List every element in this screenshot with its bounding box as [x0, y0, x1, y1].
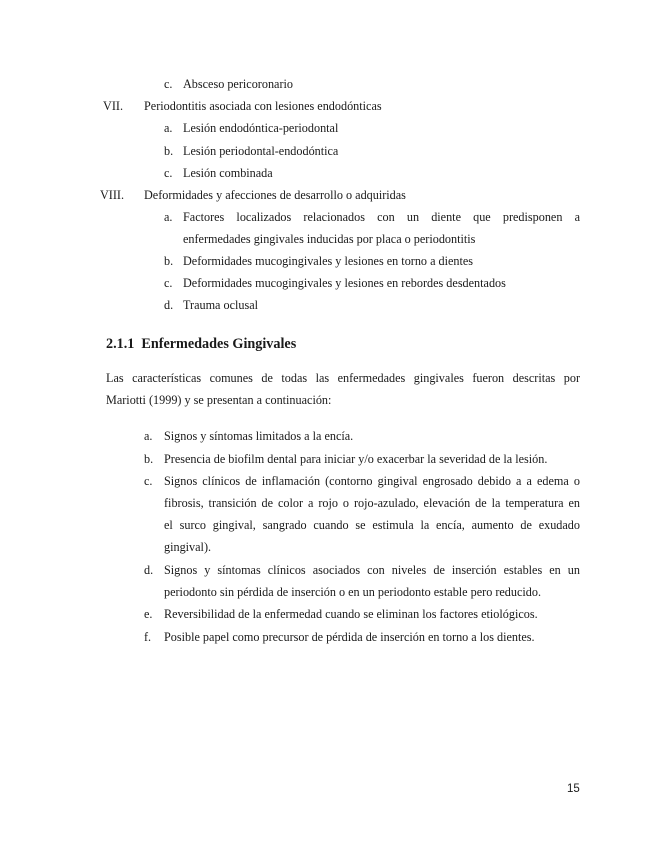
- list-item-text: Presencia de biofilm dental para iniciar y/o exacerbar la severidad de la lesión.: [164, 452, 548, 466]
- list-marker: b.: [164, 144, 174, 158]
- list-item-text-continued: fibrosis, transición de color a rojo o rojo-azulado, elevación de la temperatura en: [164, 496, 580, 510]
- list-marker: e.: [144, 607, 153, 621]
- list-marker: c.: [164, 276, 173, 290]
- list-item-text: Signos y síntomas limitados a la encía.: [164, 429, 354, 443]
- list-item-text: Signos y síntomas clínicos asociados con niveles de inserción estables en un: [164, 563, 580, 577]
- list-item-text: Posible papel como precursor de pérdida de inserción en torno a los dientes.: [164, 630, 535, 644]
- list-marker: a.: [164, 210, 173, 224]
- list-marker: b.: [164, 254, 174, 268]
- roman-numeral: VIII.: [99, 188, 124, 202]
- list-item-text: Absceso pericoronario: [183, 77, 293, 91]
- list-item-text: Lesión endodóntica-periodontal: [183, 121, 339, 135]
- roman-numeral: VII.: [103, 99, 123, 113]
- list-marker: d.: [144, 563, 154, 577]
- list-item-text: Lesión periodontal-endodóntica: [183, 144, 339, 158]
- list-item-text-continued: enfermedades gingivales inducidas por placa o periodontitis: [183, 232, 476, 246]
- list-marker: c.: [144, 474, 153, 488]
- list-item-text: Lesión combinada: [183, 166, 273, 180]
- list-item-text-continued: periodonto sin pérdida de inserción o en un periodonto estable pero reducido.: [164, 585, 542, 599]
- section-heading: [106, 335, 296, 353]
- outline-item-text: Deformidades y afecciones de desarrollo o adquiridas: [144, 188, 406, 202]
- list-marker: b.: [144, 452, 154, 466]
- list-item-text: Trauma oclusal: [183, 298, 259, 312]
- section-number: 2.1.1: [106, 336, 135, 352]
- list-marker: a.: [144, 429, 153, 443]
- list-item-text-continued: gingival).: [164, 540, 212, 554]
- list-marker: f.: [144, 630, 152, 644]
- list-item-text: Signos clínicos de inflamación (contorno gingival engrosado debido a a edema o: [164, 474, 580, 488]
- list-marker: d.: [164, 298, 174, 312]
- list-marker: c.: [164, 166, 173, 180]
- list-item-text: Factores localizados relacionados con un diente que predisponen a: [183, 210, 580, 224]
- list-item-text: Reversibilidad de la enfermedad cuando se eliminan los factores etiológicos.: [164, 607, 538, 621]
- section-title: Enfermedades Gingivales: [141, 336, 297, 352]
- list-item-text: Deformidades mucogingivales y lesiones en torno a dientes: [183, 254, 474, 268]
- page-number: 15: [567, 783, 580, 795]
- paragraph-line: Mariotti (1999) y se presentan a continuación:: [106, 393, 332, 407]
- paragraph-line: Las características comunes de todas las enfermedades gingivales fueron descritas por: [106, 371, 580, 385]
- list-item-text-continued: el surco gingival, sangrado cuando se estimula la encía, aumento de exudado: [164, 518, 580, 532]
- outline-item-text: Periodontitis asociada con lesiones endodónticas: [144, 99, 382, 113]
- list-marker: a.: [164, 121, 173, 135]
- list-marker: c.: [164, 77, 173, 91]
- list-item-text: Deformidades mucogingivales y lesiones en rebordes desdentados: [183, 276, 506, 290]
